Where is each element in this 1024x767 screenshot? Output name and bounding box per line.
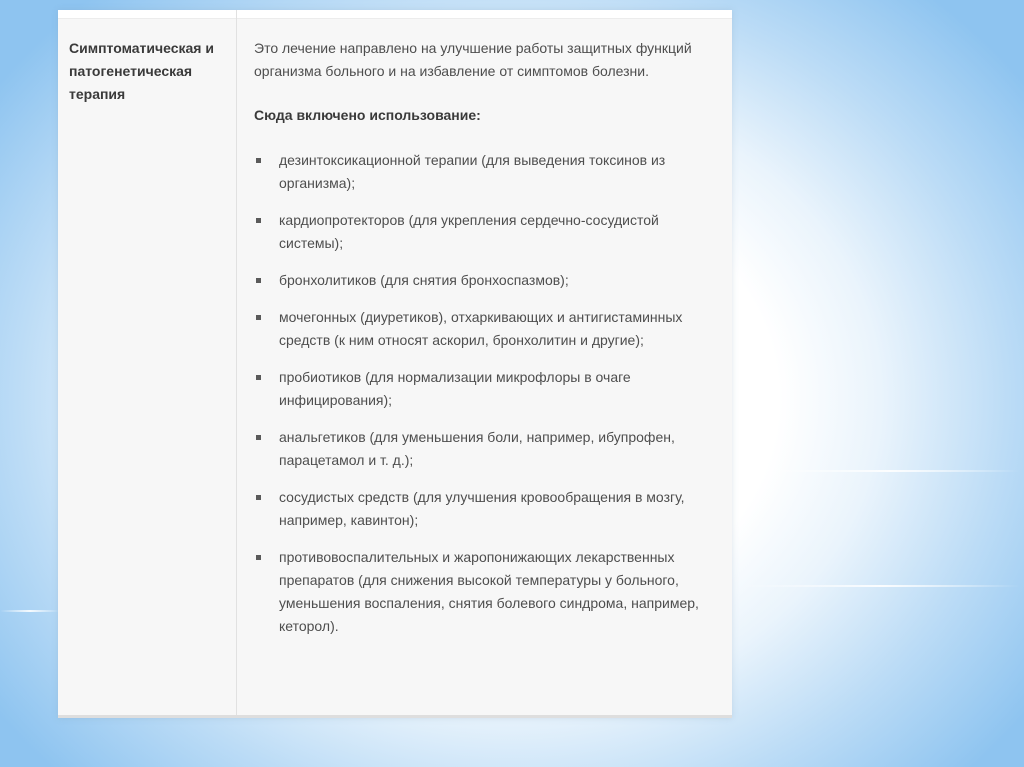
list-item: кардиопротекторов (для укрепления сердечно-сосудистой системы); <box>254 209 724 255</box>
list-item: дезинтоксикационной терапии (для выведения токсинов из организма); <box>254 149 724 195</box>
description-cell <box>254 37 724 652</box>
square-bullet-icon <box>256 375 261 380</box>
list-item: противовоспалительных и жаропонижающих лекарственных препаратов (для снижения высокой температуры у больного, уменьшения воспаления, снятия болевого синдрома, например, кеторол). <box>254 546 724 638</box>
square-bullet-icon <box>256 315 261 320</box>
column-divider <box>236 10 237 718</box>
square-bullet-icon <box>256 158 261 163</box>
square-bullet-icon <box>256 555 261 560</box>
list-item: пробиотиков (для нормализации микрофлоры в очаге инфицирования); <box>254 366 724 412</box>
intro-paragraph: Это лечение направлено на улучшение работы защитных функций организма больного и на избавление от симптомов болезни. <box>254 40 692 79</box>
square-bullet-icon <box>256 218 261 223</box>
treatment-list <box>254 149 724 638</box>
row-heading: Симптоматическая и патогенетическая терапия <box>69 40 214 102</box>
square-bullet-icon <box>256 278 261 283</box>
table-top-border <box>58 10 732 19</box>
list-item: анальгетиков (для уменьшения боли, например, ибупрофен, парацетамол и т. д.); <box>254 426 724 472</box>
list-heading: Сюда включено использование: <box>254 107 481 123</box>
table-bottom-border <box>58 715 732 718</box>
list-item: бронхолитиков (для снятия бронхоспазмов); <box>254 269 724 292</box>
list-item: мочегонных (диуретиков), отхаркивающих и антигистаминных средств (к ним относят аскорил, бронхолитин и другие); <box>254 306 724 352</box>
list-item: сосудистых средств (для улучшения кровообращения в мозгу, например, кавинтон); <box>254 486 724 532</box>
background-streak <box>0 610 60 612</box>
background-streak <box>760 470 1020 472</box>
square-bullet-icon <box>256 435 261 440</box>
square-bullet-icon <box>256 495 261 500</box>
slide-table-card <box>58 10 732 718</box>
background-streak <box>740 585 1020 587</box>
